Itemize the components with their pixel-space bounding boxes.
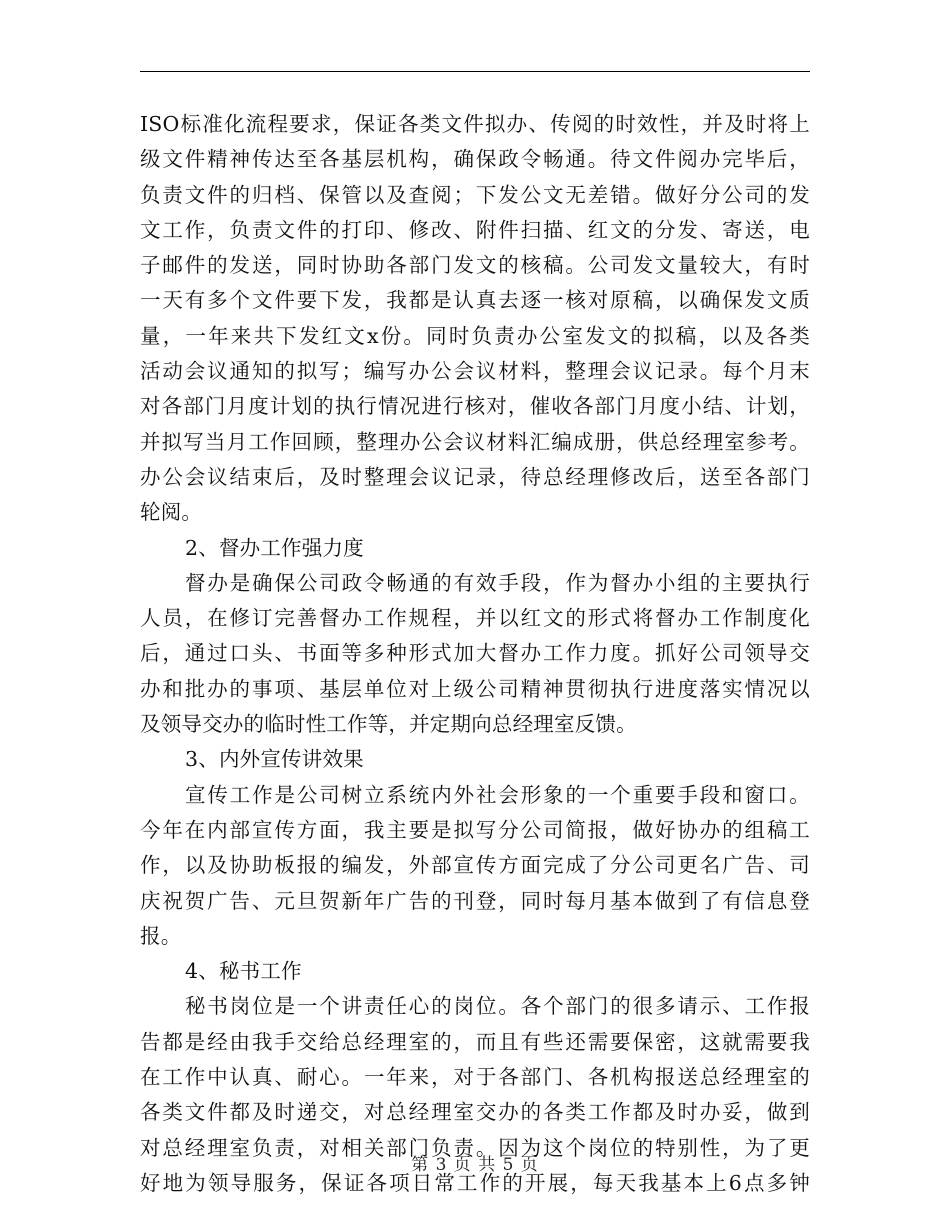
text-line: 好地为领导服务，保证各项日常工作的开展，每天我基本上6点多钟 xyxy=(140,1170,810,1195)
text-line: 活动会议通知的拟写；编写办公会议材料，整理会议记录。每个月末 xyxy=(140,359,810,384)
text-line: 办和批办的事项、基层单位对上级公司精神贯彻执行进度落实情况以 xyxy=(140,676,810,701)
page-number: 第 3 页 共 5 页 xyxy=(411,1155,539,1175)
text-line: 报。 xyxy=(140,923,182,948)
text-line: 在工作中认真、耐心。一年来，对于各部门、各机构报送总经理室的 xyxy=(140,1065,810,1090)
text-line: 一天有多个文件要下发，我都是认真去逐一核对原稿，以确保发文质 xyxy=(140,288,810,313)
text-line: 宣传工作是公司树立系统内外社会形象的一个重要手段和窗口。 xyxy=(185,782,810,807)
text-line: 对各部门月度计划的执行情况进行核对，催收各部门月度小结、计划， xyxy=(140,394,810,419)
text-line: 各类文件都及时递交，对总经理室交办的各类工作都及时办妥，做到 xyxy=(140,1100,810,1125)
text-line: 后，通过口头、书面等多种形式加大督办工作力度。抓好公司领导交 xyxy=(140,641,810,666)
text-line: 庆祝贺广告、元旦贺新年广告的刊登，同时每月基本做到了有信息登 xyxy=(140,888,810,913)
text-line: 及领导交办的临时性工作等，并定期向总经理室反馈。 xyxy=(140,712,637,737)
text-line: 人员，在修订完善督办工作规程，并以红文的形式将督办工作制度化 xyxy=(140,606,810,631)
text-line: 级文件精神传达至各基层机构，确保政令畅通。待文件阅办完毕后， xyxy=(140,147,810,172)
text-line: 并拟写当月工作回顾，整理办公会议材料汇编成册，供总经理室参考。 xyxy=(140,429,810,454)
text-line: 办公会议结束后，及时整理会议记录，待总经理修改后，送至各部门 xyxy=(140,464,810,489)
text-line: 负责文件的归档、保管以及查阅；下发公文无差错。做好分公司的发 xyxy=(140,182,810,207)
text-line: 对总经理室负责，对相关部门负责。因为这个岗位的特别性，为了更 xyxy=(140,1135,810,1160)
text-line: ISO标准化流程要求，保证各类文件拟办、传阅的时效性，并及时将上 xyxy=(140,112,810,136)
header-rule xyxy=(140,71,810,72)
section-heading: 4、秘书工作 xyxy=(185,959,302,984)
text-line: 文工作，负责文件的打印、修改、附件扫描、红文的分发、寄送，电 xyxy=(140,217,810,242)
text-line: 秘书岗位是一个讲责任心的岗位。各个部门的很多请示、工作报 xyxy=(185,994,810,1019)
text-line: 量，一年来共下发红文x份。同时负责办公室发文的拟稿，以及各类 xyxy=(140,323,810,348)
body-text xyxy=(140,107,810,1201)
section-heading: 2、督办工作强力度 xyxy=(185,535,364,560)
text-line: 告都是经由我手交给总经理室的，而且有些还需要保密，这就需要我 xyxy=(140,1029,810,1054)
text-line: 作，以及协助板报的编发，外部宣传方面完成了分公司更名广告、司 xyxy=(140,853,810,878)
text-line: 轮阅。 xyxy=(140,500,203,525)
text-line: 今年在内部宣传方面，我主要是拟写分公司简报，做好协办的组稿工 xyxy=(140,817,810,842)
text-line: 子邮件的发送，同时协助各部门发文的核稿。公司发文量较大，有时 xyxy=(140,253,810,278)
section-heading: 3、内外宣传讲效果 xyxy=(185,747,364,772)
text-line: 督办是确保公司政令畅通的有效手段，作为督办小组的主要执行 xyxy=(185,570,810,595)
